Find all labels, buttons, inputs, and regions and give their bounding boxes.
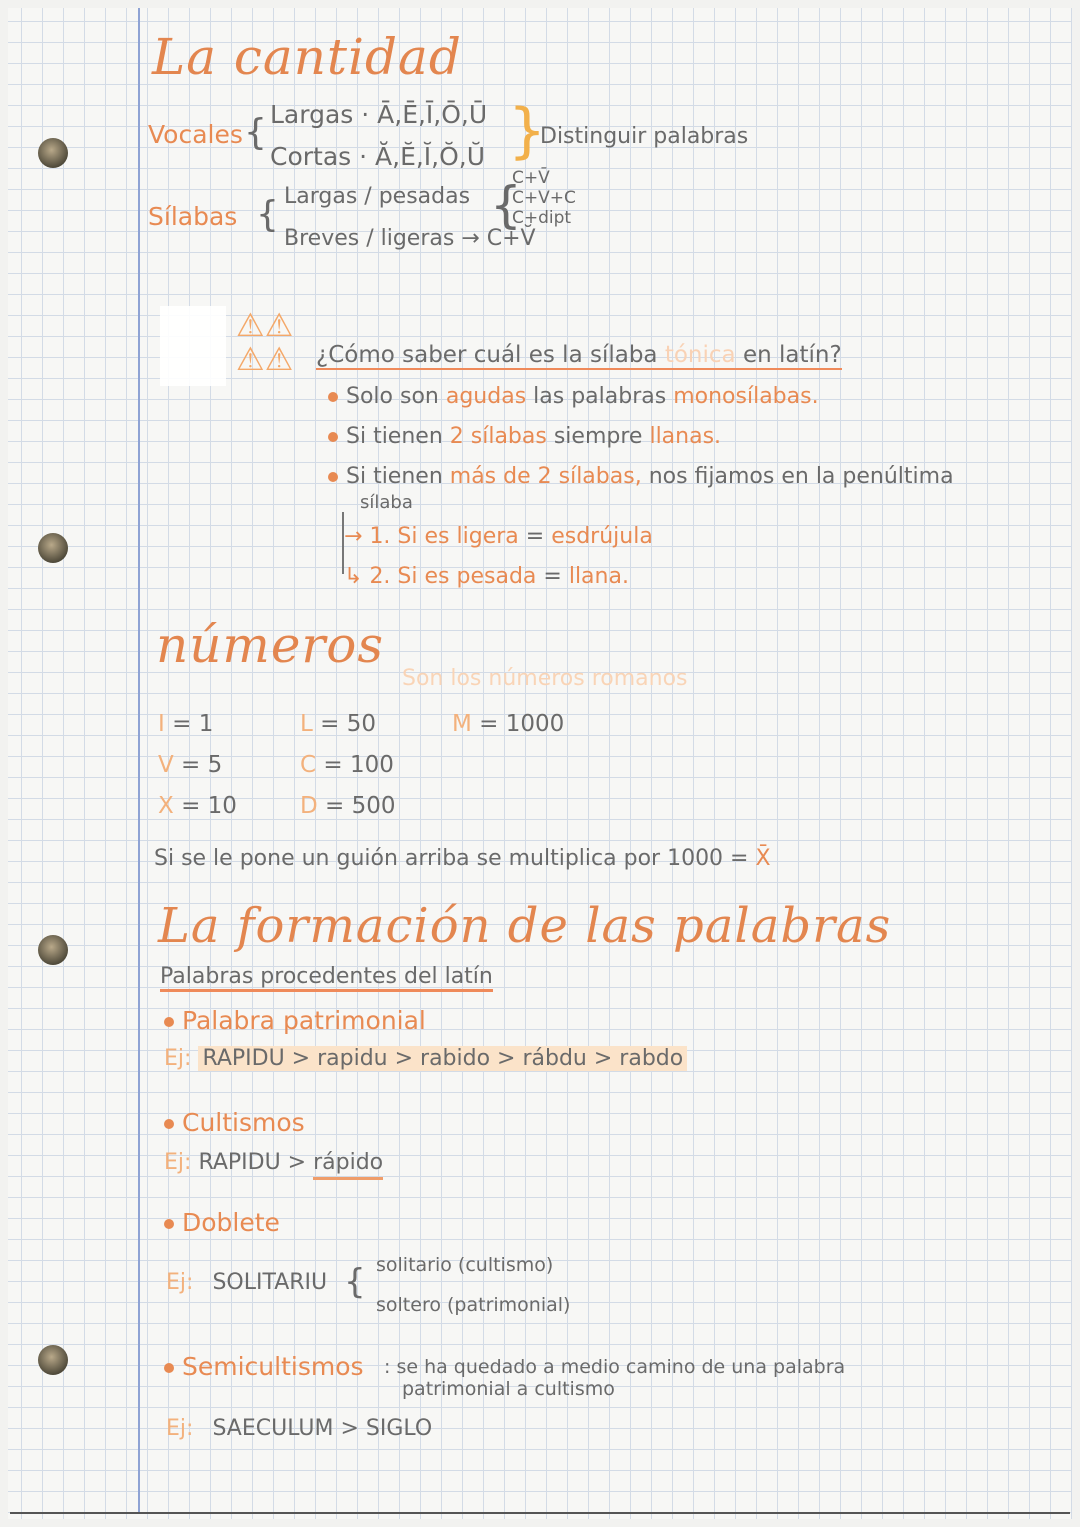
question-heading: ¿Cómo saber cuál es la sílaba tónica en latín? (316, 342, 842, 368)
roman-col-1 (158, 704, 237, 827)
binder-hole (38, 138, 68, 168)
example-cultismo: Ej: RAPIDU > rápido (164, 1150, 383, 1175)
margin-line (138, 8, 140, 1514)
roman-row: M = 1000 (452, 711, 565, 737)
section-title-cantidad: La cantidad (152, 28, 462, 86)
rule-item: C+V+C (512, 188, 576, 208)
page-bottom-edge (10, 1512, 1070, 1514)
bullet-mas-de-2: Si tienen más de 2 sílabas, nos fijamos en la penúltima (328, 464, 954, 489)
roman-row: X = 10 (158, 793, 237, 819)
roman-row: L = 50 (300, 711, 376, 737)
silabas-label: Sílabas (148, 202, 238, 231)
semicultismos-heading: Semicultismos (164, 1352, 364, 1381)
semicultismo-definition-2: patrimonial a cultismo (402, 1378, 615, 1400)
cortas-vowels: Cortas · Ă,Ĕ,Ĭ,Ŏ,Ŭ (270, 142, 486, 171)
roman-col-2 (300, 704, 396, 827)
sub-pesada: ↳ 2. Si es pesada = llana. (344, 564, 629, 589)
doblete-patrimonial: soltero (patrimonial) (376, 1294, 571, 1316)
bullet-dot (164, 1219, 174, 1229)
rule-item: C+V̄ (512, 168, 550, 188)
doblete-cultismo: solitario (cultismo) (376, 1254, 554, 1276)
roman-row: C = 100 (300, 752, 394, 778)
breves-ligeras: Breves / ligeras → C+V̆ (284, 226, 536, 251)
patrimonial-heading: Palabra patrimonial (164, 1006, 426, 1035)
section-title-formacion: La formación de las palabras (158, 898, 892, 954)
roman-row: D = 500 (300, 793, 396, 819)
bullet-dot (328, 472, 338, 482)
bullet-llanas: Si tienen 2 sílabas siempre llanas. (328, 424, 721, 449)
binder-hole (38, 935, 68, 965)
example-doblete: Ej: SOLITARIU (166, 1270, 328, 1295)
roman-col-3 (452, 704, 564, 745)
rule-item: C+dipt (512, 208, 572, 228)
dobletes-heading: Doblete (164, 1208, 280, 1237)
brace-icon: { (256, 194, 279, 235)
example-patrimonial: Ej: RAPIDU > rapidu > rabido > rábdu > rabdo (164, 1046, 687, 1071)
roman-note: Si se le pone un guión arriba se multiplica por 1000 = X̄ (154, 846, 771, 871)
numeros-subtitle: Son los números romanos (402, 666, 688, 691)
sub-ligera: → 1. Si es ligera = esdrújula (344, 524, 653, 549)
arrow-icon: ↳ (344, 564, 363, 589)
bullet-dot (164, 1363, 174, 1373)
yellow-brace-icon: } (508, 96, 547, 166)
brace-icon: { (244, 112, 267, 153)
brace-icon: { (344, 1262, 366, 1302)
binder-hole (38, 1345, 68, 1375)
example-semicultismo: Ej: SAECULUM > SIGLO (166, 1416, 433, 1441)
vocales-label: Vocales (148, 120, 243, 149)
binder-hole (38, 533, 68, 563)
arrow-icon: → (344, 524, 363, 549)
bullet-agudas: Solo son agudas las palabras monosílabas. (328, 384, 819, 409)
largas-vowels: Largas · Ā,Ē,Ī,Ō,Ū (270, 100, 488, 129)
bullet-dot (328, 392, 338, 402)
warning-icon: ⚠⚠ ⚠⚠ (236, 306, 294, 378)
distinguir-text: Distinguir palabras (540, 124, 749, 149)
bullet-dot (164, 1119, 174, 1129)
largas-pesadas: Largas / pesadas (284, 184, 471, 209)
section-title-numeros: números (156, 616, 385, 674)
bullet-mas-de-2-cont: sílaba (360, 492, 413, 513)
roman-row: I = 1 (158, 711, 214, 737)
sticker (160, 306, 226, 386)
roman-row: V = 5 (158, 752, 223, 778)
cultismos-heading: Cultismos (164, 1108, 305, 1137)
bullet-dot (328, 432, 338, 442)
bullet-dot (164, 1017, 174, 1027)
semicultismo-definition-1: : se ha quedado a medio camino de una palabra (384, 1356, 846, 1378)
brace-icon: { (490, 176, 522, 234)
heavy-syllable-rules (512, 168, 576, 228)
formacion-subtitle: Palabras procedentes del latín (160, 964, 493, 992)
